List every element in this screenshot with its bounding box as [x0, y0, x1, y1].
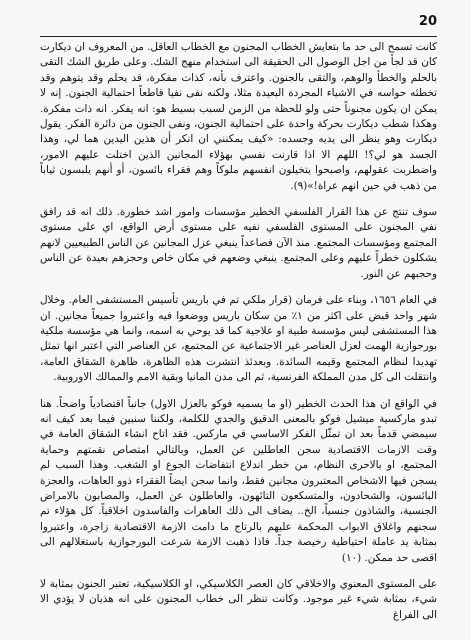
paragraph-moral-level: على المستوى المعنوي والاخلاقي كان العصر الكلاسيكي، او الكلاسيكية، تعتبر الجنون بمثابة لا شيء، بمثابة شيء غير موجود. وكانت تنظر الى خطاب المجنون على انه هذيان لا يؤدي الا الى الفراغ: [40, 578, 437, 621]
paragraph-philosophical-decision: سوف تنتج عن هذا القرار الفلسفي الخطير مؤسسات وامور اشد خطورة. ذلك انه قد رافق نفي المجنون على المستوى الفلسفي نفيه على مستوى أرض الواقع، اي على مستوى المجتمع ومؤسسات المجتمع. منذ الآن فصاعداً ينبغي عزل المجانين عن الناس الطبيعيين لانهم يشكلون خطراً عليهم وعلى المجتمع. ينبغي وضعهم في مكان خاص وحجزهم بعيدة عن الناس وحجبهم عن النور.: [40, 206, 437, 280]
paragraph-descartes-doubt: كانت تسمح الى حد ما بتعايش الخطاب المجنون مع الخطاب العاقل. من المعروف ان ديكارت كان قد لجأ من اجل الوصول الى الحقيقة الى استخدام منهج الشك. وعلى طريق الشك التقى بالحلم والخطأ والوهم، والتقى بالجنون. واعترف بأنه، كذات مفكرة، قد يحلم وقد يتوهم وقد تخطئه حواسه في الاشياء المجردة البعيدة مثلا، ولكنه نفى نفيا قاطعاً احتمالية الجنون. إنه لا يمكن ان يكون مجنوناً حتى ولو للحظة من الزمن لسبب بسيط هو: انه يفكر. انه ذات مفكرة. وهكذا شطب ديكارت بحركة واحدة على احتمالية الجنون، ونفى الجنون من دائرة الفكر. يقول ديكارت وهو ينظر الى يديه وجسده: «كيف يمكنني ان انكر أن هذين اليدين هما لي، وهذا الجسد هو لي؟! اللهم الا اذا قارنت نفسي بهؤلاء المجانين الذين اختلت عليهم الامور، واضطربت عقولهم، واصبحوا يتخيلون انفسهم ملوكاً وهم فقراء بائسون، أو أنهم يلبسون ثياباً من ذهب في حين انهم عراة!»(٩).: [40, 41, 437, 192]
page-number: 20: [418, 14, 437, 29]
paragraph-general-hospital: في العام ١٦٥٦، وبناء على فرمان (قرار ملكي تم في باريس تأسيس المستشفى العام. وخلال شهر واحد قبض على اكثر من ١٪ من سكان باريس ووضعوا فيه واعتبروا جميعاً مجانين. ان هذا المستشفى ليس مؤسسة طبية او علاجية كما قد يوحي به اسمه، وانما هي مؤسسة ملكية بورجوازية الهمت لعزل العناصر غير الاجتماعية عن المجتمع، عن العناصر التي اعتبر انها تمثل تهديدا لنظام المجتمع وقيمه السائدة. وبعدئذ انتشرت هذه الظاهرة، ظاهرة الشقاق العامة، وانتقلت الى كل مدن المملكة الفرنسية، ثم الى مدن المانيا وبقية الامم والممالك الاوروبية.: [40, 294, 437, 384]
paragraph-economic-aspect: في الواقع ان هذا الحدث الخطير (او ما يسميه فوكو بالعزل الاول) جانباً اقتصادياً واضحاً. هنا تبدو ماركسية ميشيل فوكو بالمعنى الدقيق والجدي للكلمة، ولكننا سنبين فيما بعد كيف انه سيمضي قدماً بعد ان تمثّل الفكر الاساسي في ماركس. فقد اتاح انشاء الشقاق العامة في وقت الازمات الاقتصادية سجن العاطلين عن العمل، وبالتالي امتصاص نقمتهم وحماية المجتمع، او بالاحرى النظام، من خطر اندلاع انتفاضات الجوع او الشغب. وهذا السبب لم يسجن فيها الاشخاص المعتبرون مجانين فقط، وانما سجن ايضاً الفقراء ذوو العاهات، والعجزة البائسون، والشحادون، والمتسكعون التائهون، والعاطلون عن العمل، والمصابون بالامراض الجنسية، والشاذون جنسياً، الخ.. يضاف الى ذلك العاهرات والفاسدون اخلاقياً. كل هؤلاء تم سجنهم واغلاق الابواب المحكمة عليهم بالرتاج ما دامت الازمة الاقتصادية زاجرة، واعتبروا بمثابة يد عاملة احتياطية رخيصة جداً. فاذا ذهبت الازمة شرعت البورجوازية باستغلالهم الى اقصى حد ممكن. (١٠): [40, 397, 437, 564]
header-rule: [40, 36, 437, 37]
page-header: [40, 14, 437, 34]
body-text: [40, 40, 437, 623]
